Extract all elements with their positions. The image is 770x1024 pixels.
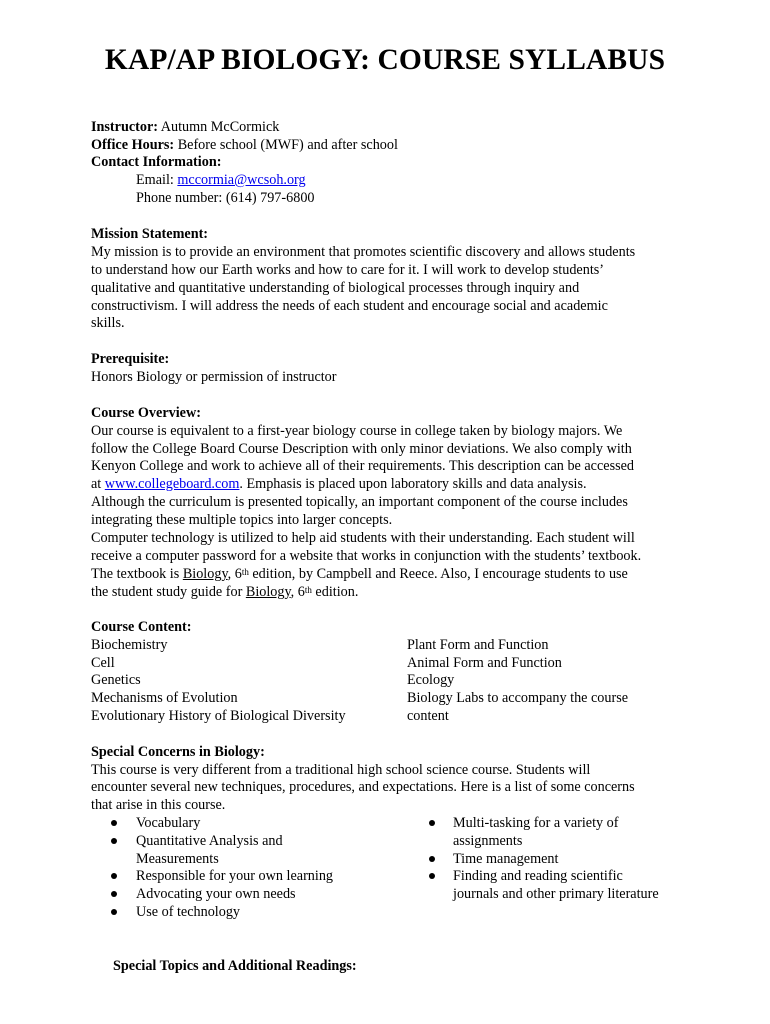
overview-text-line: Our course is equivalent to a first-year biology course in college taken by biology majors. We	[91, 423, 623, 439]
concern-item: Vocabulary	[136, 815, 201, 831]
overview-link-prefix: at	[91, 476, 105, 492]
contact-heading: Contact Information:	[91, 154, 222, 170]
bullet-icon	[111, 820, 117, 826]
mission-text-line: to understand how our Earth works and how to care for it. I will work to develop students’	[91, 262, 605, 278]
concerns-text-line: This course is very different from a traditional high school science course. Students will	[91, 762, 591, 778]
office-hours-label: Office Hours:	[91, 137, 175, 153]
bullet-icon	[111, 909, 117, 915]
collegeboard-link[interactable]: www.collegeboard.com	[104, 476, 240, 492]
content-item: Biology Labs to accompany the course	[407, 690, 629, 706]
office-hours-value: Before school (MWF) and after school	[177, 137, 398, 153]
book-title: Biology	[182, 566, 228, 582]
special-topics-heading: Special Topics and Additional Readings:	[113, 958, 357, 974]
instructor-label: Instructor:	[91, 119, 158, 135]
bullet-icon	[111, 891, 117, 897]
office-hours-line	[91, 137, 398, 155]
overview-text-line: Although the curriculum is presented topically, an important component of the course includes	[91, 494, 628, 510]
bullet-icon	[429, 856, 435, 862]
prerequisite-text: Honors Biology or permission of instructor	[91, 369, 337, 385]
overview-text-line: receive a computer password for a website that works in conjunction with the students’ textbook.	[91, 548, 642, 564]
overview-text-line	[91, 476, 587, 494]
study-guide-line	[91, 584, 358, 602]
bullet-icon	[111, 873, 117, 879]
content-item: Evolutionary History of Biological Diversity	[91, 708, 346, 724]
concern-item-cont: assignments	[453, 833, 523, 849]
textbook-line	[91, 566, 628, 584]
concern-item: Finding and reading scientific	[453, 868, 623, 884]
content-item: Genetics	[91, 672, 141, 688]
concern-item: Responsible for your own learning	[136, 868, 334, 884]
content-item: content	[407, 708, 449, 724]
textbook-text: , 6	[227, 566, 242, 582]
overview-text-line: follow the College Board Course Description with only minor deviations. We also comply with	[91, 441, 632, 457]
ordinal-suffix: th	[304, 585, 312, 595]
mission-text-line: constructivism. I will address the needs of each student and encourage social and academic	[91, 298, 608, 314]
concern-item: Time management	[453, 851, 559, 867]
prerequisite-heading: Prerequisite:	[91, 351, 170, 367]
phone-line	[136, 190, 315, 208]
overview-text-line: integrating these multiple topics into larger concepts.	[91, 512, 393, 528]
email-line	[136, 172, 306, 190]
email-label: Email:	[136, 172, 174, 188]
email-link[interactable]: mccormia@wcsoh.org	[177, 172, 306, 188]
study-guide-text: , 6	[290, 584, 305, 600]
content-item: Mechanisms of Evolution	[91, 690, 238, 706]
concerns-text-line: that arise in this course.	[91, 797, 226, 813]
concerns-heading: Special Concerns in Biology:	[91, 744, 265, 760]
book-title: Biology	[245, 584, 291, 600]
textbook-text: The textbook is	[91, 566, 183, 582]
overview-text-line: Kenyon College and work to achieve all of their requirements. This description can be accessed	[91, 458, 635, 474]
concern-item-cont: journals and other primary literature	[453, 886, 659, 902]
study-guide-text: the student study guide for	[91, 584, 246, 600]
phone-number: (614) 797-6800	[225, 190, 315, 206]
phone-label: Phone number:	[136, 190, 223, 206]
content-item: Cell	[91, 655, 115, 671]
overview-link-suffix: . Emphasis is placed upon laboratory skills and data analysis.	[239, 476, 587, 492]
instructor-line	[91, 119, 279, 137]
content-item: Biochemistry	[91, 637, 168, 653]
instructor-name: Autumn McCormick	[160, 119, 280, 135]
concern-item: Multi-tasking for a variety of	[453, 815, 619, 831]
bullet-icon	[111, 838, 117, 844]
concern-item: Advocating your own needs	[136, 886, 296, 902]
bullet-icon	[429, 873, 435, 879]
content-item: Ecology	[407, 672, 455, 688]
concern-item: Quantitative Analysis and	[136, 833, 283, 849]
mission-text-line: qualitative and quantitative understanding of biological processes through inquiry and	[91, 280, 580, 296]
content-item: Animal Form and Function	[407, 655, 562, 671]
bullet-icon	[429, 820, 435, 826]
mission-heading: Mission Statement:	[91, 226, 209, 242]
overview-text-line: Computer technology is utilized to help aid students with their understanding. Each student will	[91, 530, 635, 546]
concerns-text-line: encounter several new techniques, procedures, and expectations. Here is a list of some concerns	[91, 779, 635, 795]
content-item: Plant Form and Function	[407, 637, 549, 653]
mission-text-line: My mission is to provide an environment that promotes scientific discovery and allows students	[91, 244, 636, 260]
concern-item: Use of technology	[136, 904, 241, 920]
textbook-text: edition, by Campbell and Reece. Also, I encourage students to use	[248, 566, 628, 582]
content-heading: Course Content:	[91, 619, 192, 635]
study-guide-text: edition.	[311, 584, 359, 600]
overview-heading: Course Overview:	[91, 405, 201, 421]
ordinal-suffix: th	[241, 567, 249, 577]
mission-text-line: skills.	[91, 315, 125, 331]
concern-item-cont: Measurements	[136, 851, 219, 867]
page-title: KAP/AP BIOLOGY: COURSE SYLLABUS	[104, 44, 666, 76]
